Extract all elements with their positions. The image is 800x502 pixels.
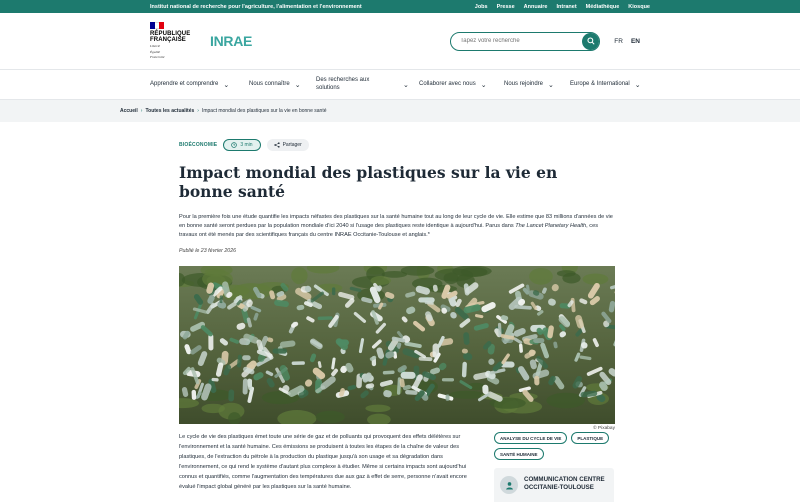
- institute-tagline: Institut national de recherche pour l'agriculture, l'alimentation et l'environnement: [150, 3, 362, 10]
- nav-collaborer[interactable]: [419, 70, 504, 99]
- search-button[interactable]: [582, 33, 599, 50]
- motto-liberte: Liberté: [150, 43, 161, 48]
- top-bar: [0, 0, 800, 13]
- article-lead: [179, 213, 615, 240]
- lang-fr[interactable]: FR: [614, 37, 623, 45]
- top-links: [475, 4, 650, 10]
- contact-card[interactable]: [494, 468, 614, 502]
- article-category[interactable]: BIOÉCONOMIE: [179, 142, 218, 148]
- lead-text-1: Pour la première fois une étude quantifie les impacts néfastes des plastiques sur la santé humaine tout au long de leur cycle de vie. Elle estime que 83 millions d'années de vie en bonne santé seront perdues par la population mondiale d'ici 2040 si l'usage des plastiques reste identique à aujourd'hui. Parus dans: [179, 214, 613, 229]
- motto-egalite: Égalité: [150, 49, 161, 54]
- republique-francaise-logo[interactable]: [150, 22, 196, 60]
- chevron-down-icon: ⌄: [634, 81, 641, 89]
- french-flag-icon: [150, 22, 164, 29]
- republique-line2: FRANÇAISE: [150, 36, 186, 43]
- article: [179, 139, 615, 431]
- search-box: [450, 32, 600, 51]
- breadcrumb-arrow-icon: ›: [197, 108, 199, 114]
- nav-rejoindre[interactable]: [504, 70, 570, 99]
- nav-label: Nous rejoindre: [504, 80, 544, 87]
- article-body: Le cycle de vie des plastiques émet toute une série de gaz et de polluants qui provoquent des effets délétères sur l'environnement et la santé humaine. Ces émissions se produisent à toutes les étapes de la chaîne de valeur des plastiques, de l'extraction du pétrole à la production du plastique jusqu'à son usage et sa dégradation dans l'environnement, ce qui rend le système d'autant plus complexe à étudier. Même si certains impacts sont aujourd'hui connus et quantifiés, comme l'augmentation des températures due aux gaz à effet de serre, personne n'avait encore évalué l'impact global généré par les plastiques sur la santé humaine.: [179, 434, 467, 490]
- search-input[interactable]: [460, 38, 570, 44]
- breadcrumb: [120, 108, 327, 114]
- publication-date: Publié le 23 février 2026: [179, 248, 237, 254]
- contact-name: COMMUNICATION CENTRE OCCITANIE-TOULOUSE: [524, 476, 605, 491]
- photo-credit: © Pixabay: [593, 426, 615, 431]
- top-link-kiosque[interactable]: Kiosque: [628, 3, 650, 10]
- tag-cycle-de-vie[interactable]: ANALYSE DU CYCLE DE VIE: [494, 432, 567, 444]
- tag-plastique[interactable]: PLASTIQUE: [571, 432, 609, 444]
- nav-apprendre[interactable]: [150, 70, 249, 99]
- top-link-presse[interactable]: Presse: [496, 3, 515, 10]
- chevron-down-icon: ⌄: [294, 81, 301, 89]
- read-time-badge: [223, 139, 260, 151]
- nav-label: Des recherches aux solutions: [316, 77, 370, 91]
- nav-label: Apprendre et comprendre: [150, 80, 219, 87]
- share-button[interactable]: [267, 139, 309, 151]
- share-label: Partager: [282, 142, 302, 148]
- nav-recherches[interactable]: [316, 70, 419, 99]
- clock-icon: [231, 142, 237, 148]
- breadcrumb-current: Impact mondial des plastiques sur la vie en bonne santé: [201, 108, 327, 114]
- chevron-down-icon: ⌄: [480, 81, 487, 89]
- share-icon: [274, 142, 280, 148]
- nav-label: Collaborer avec nous: [419, 80, 476, 87]
- user-icon: [500, 476, 518, 494]
- inrae-logo[interactable]: INRAE: [210, 32, 253, 49]
- breadcrumb-bar: [0, 100, 800, 122]
- read-time: 3 min: [240, 142, 253, 148]
- main-nav: [0, 70, 800, 100]
- nav-europe[interactable]: [570, 70, 641, 99]
- top-link-annuaire[interactable]: Annuaire: [523, 3, 548, 10]
- tag-sante-humaine[interactable]: SANTÉ HUMAINE: [494, 448, 544, 460]
- lang-en[interactable]: EN: [630, 37, 640, 45]
- nav-label: Europe & International: [570, 80, 630, 87]
- chevron-down-icon: ⌄: [403, 81, 409, 89]
- republique-line1: RÉPUBLIQUE: [150, 30, 191, 37]
- plastic-waste-photo: [179, 266, 615, 424]
- top-link-intranet[interactable]: Intranet: [556, 3, 577, 10]
- header-right: [450, 32, 640, 51]
- nav-label: Nous connaître: [249, 80, 290, 87]
- lead-text-2: , ces travaux ont été menés par des scientifiques français du centre INRAE Occitanie-Toulouse et anglais.*: [179, 223, 598, 238]
- lead-journal: The Lancet Planetary Health: [515, 223, 587, 229]
- site-header: [0, 13, 800, 70]
- search-icon: [587, 37, 595, 45]
- article-photo: [179, 266, 615, 424]
- chevron-down-icon: ⌄: [223, 81, 230, 89]
- breadcrumb-home[interactable]: Accueil: [120, 108, 138, 114]
- chevron-down-icon: ⌄: [548, 81, 554, 89]
- breadcrumb-arrow-icon: ›: [140, 108, 143, 114]
- article-meta: [179, 139, 615, 151]
- motto-fraternite: Fraternité: [150, 55, 165, 60]
- top-link-jobs[interactable]: Jobs: [474, 3, 488, 10]
- nav-connaitre[interactable]: [249, 70, 316, 99]
- article-title: Impact mondial des plastiques sur la vie en bonne santé: [179, 163, 558, 201]
- breadcrumb-news[interactable]: Toutes les actualités: [145, 108, 195, 114]
- tag-list: [494, 432, 614, 460]
- brand[interactable]: [150, 22, 252, 60]
- language-switcher: [614, 38, 640, 45]
- top-link-mediatheque[interactable]: Médiathèque: [585, 3, 620, 10]
